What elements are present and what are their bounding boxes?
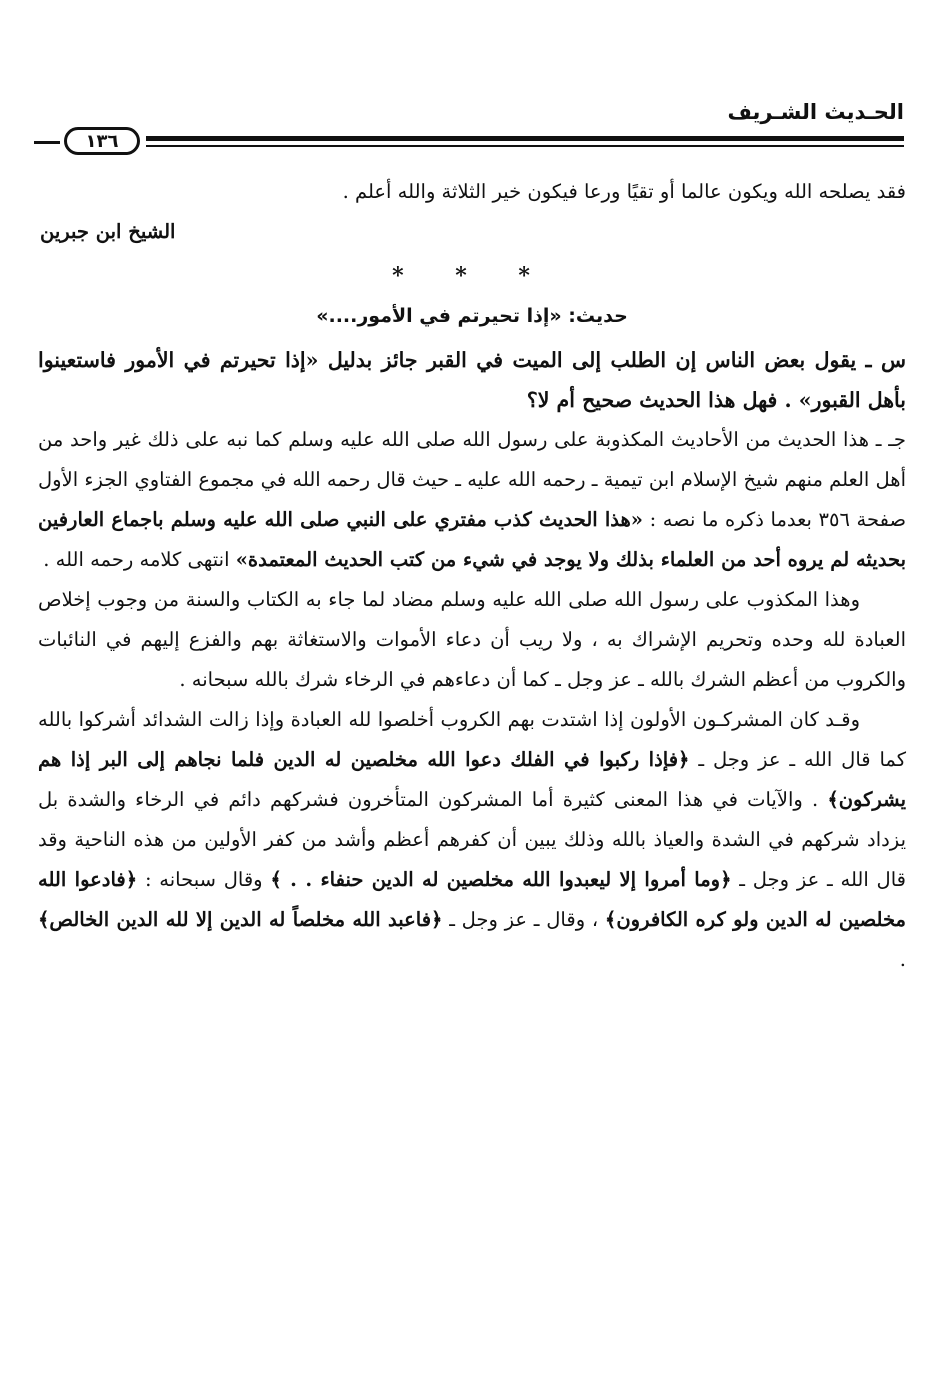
p3-text-e: . (899, 948, 906, 971)
section-title: حديث: «إذا تحيرتم في الأمور....» (316, 305, 628, 327)
second-paragraph: وهذا المكذوب على رسول الله صلى الله عليه وسلم مضاد لما جاء به الكتاب والسنة من وجوب إخلاص العبادة لله وحده وتحريم الإشراك به ، ولا ريب أن دعاء الأموات والاستغاثة بهم والفزع إليهم في النائبات والكروب من أعظم الشرك بالله ـ عز وجل ـ كما أن دعاءهم في الرخاء شرك بالله سبحانه . (38, 588, 906, 691)
quran-verse-2: ﴿وما أمروا إلا ليعبدوا الله مخلصين له الدين حنفاء . . ﴾ (270, 868, 732, 891)
answer-text-1: جـ ـ هذا الحديث من الأحاديث المكذوبة على رسول الله صلى الله عليه وسلم كما نبه على ذلك غير واحد من أهل العلم منهم شيخ الإسلام ابن تيمية ـ رحمه الله عليه ـ حيث قال رحمه الله في مجموع الفتاوي الجزء الأول صفحة ٣٥٦ بعدما ذكره ما نصه : (38, 428, 906, 531)
signature: الشيخ ابن جبرين (40, 220, 176, 243)
header-rule-left (34, 141, 60, 144)
third-paragraph (38, 700, 906, 980)
answer-paragraph (38, 420, 906, 580)
p3-text-a: وقـد كان المشركـون الأولون إذا اشتدت بهم الكروب أخلصوا لله العبادة وإذا زالت الشدائد أشركوا بالله كما قال الله ـ عز وجل ـ (38, 708, 906, 771)
quran-verse-3: ﴿فادعوا الله مخلصين له الدين ولو كره الكافرون﴾ (38, 868, 907, 931)
running-title: الحـديث الشـريف (727, 100, 904, 124)
p3-text-c: وقال سبحانه : (137, 868, 271, 891)
page-body (38, 172, 906, 980)
page-header (34, 100, 904, 160)
answer-text-2: انتهى كلامه رحمه الله . (43, 548, 236, 571)
quran-verse-1: ﴿فإذا ركبوا في الفلك دعوا الله مخلصين له الدين فلما نجاهم إلى البر إذا هم يشركون﴾ (38, 748, 906, 811)
quran-verse-4: ﴿فاعبد الله مخلصاً له الدين إلا لله الدين الخالص﴾ (38, 908, 443, 931)
question-paragraph: س ـ يقول بعض الناس إن الطلب إلى الميت في القبر جائز بدليل «إذا تحيرتم في الأمور فاستعينوا بأهل القبور» . فهل هذا الحديث صحيح أم لا؟ (38, 348, 906, 412)
p3-text-d: ، وقال ـ عز وجل ـ (442, 908, 605, 931)
header-rule-thin (146, 145, 904, 147)
intro-paragraph: فقد يصلحه الله ويكون عالما أو تقيًا ورعا فيكون خير الثلاثة والله أعلم . (342, 180, 906, 203)
page-number: ١٣٦ (64, 127, 140, 155)
answer-quote: «هذا الحديث كذب مفتري على النبي صلى الله عليه وسلم باجماع العارفين بحديثه لم يروه أحد من العلماء بذلك ولا يوجد في شيء من كتب الحديث المعتمدة» (38, 508, 906, 571)
separator-stars: * * * (392, 263, 552, 289)
header-rule-thick (146, 136, 904, 141)
p3-text-b: . والآيات في هذا المعنى كثيرة أما المشركون المتأخرون فشركهم دائم في الرخاء والشدة بل يزداد شركهم في الشدة والعياذ بالله وذلك يبين أن كفرهم أعظم وأشد من كفر الأولين من هذه الناحية وقد قال الله ـ عز وجل ـ (38, 788, 906, 891)
